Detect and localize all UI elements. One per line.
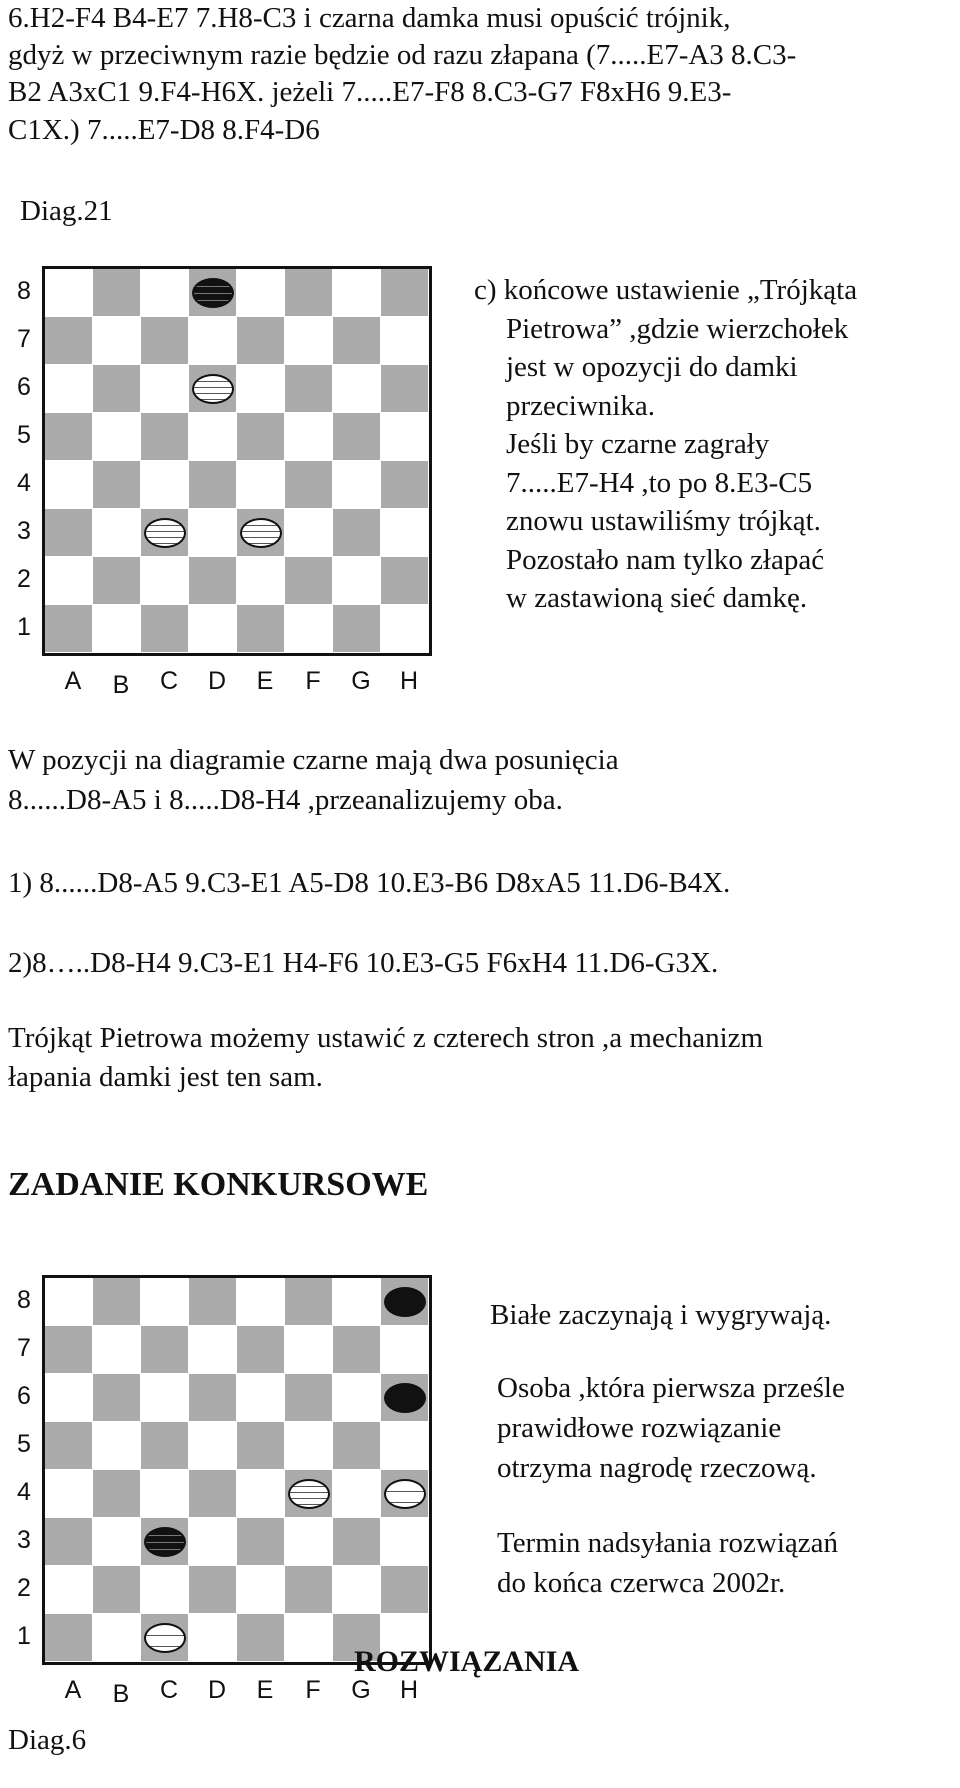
white-king-piece-e3 xyxy=(240,518,282,548)
white-man-piece-h4 xyxy=(384,1479,426,1509)
rank-label: 2 xyxy=(17,565,31,593)
board-square xyxy=(45,461,92,508)
board-square xyxy=(45,1422,92,1469)
file-label: C xyxy=(159,1676,179,1704)
rank-label: 2 xyxy=(17,1574,31,1602)
board-square xyxy=(333,461,380,508)
note-line: c) końcowe ustawienie „Trójkąta xyxy=(474,274,858,306)
board-square xyxy=(333,269,380,316)
board-square xyxy=(93,365,140,412)
board-square xyxy=(189,1470,236,1517)
board-square xyxy=(237,461,284,508)
solutions-heading: ROZWIĄZANIA xyxy=(354,1645,580,1678)
rank-label: 4 xyxy=(17,469,31,497)
board-square xyxy=(285,365,332,412)
board-square xyxy=(333,1374,380,1421)
analysis-line-1: W pozycji na diagramie czarne mają dwa posunięcia xyxy=(8,744,619,776)
intro-line-2: gdyż w przeciwnym razie będzie od razu złapana (7.....E7-A3 8.C3- xyxy=(8,39,797,71)
contest-heading: ZADANIE KONKURSOWE xyxy=(8,1166,429,1203)
board-square xyxy=(93,1278,140,1325)
board-square xyxy=(93,557,140,604)
board-square xyxy=(93,1374,140,1421)
board-square xyxy=(285,461,332,508)
board-square xyxy=(93,1518,140,1565)
board-square xyxy=(141,413,188,460)
rank-label: 5 xyxy=(17,421,31,449)
white-man-piece-c1 xyxy=(144,1623,186,1653)
board-square xyxy=(189,461,236,508)
board-square xyxy=(285,1278,332,1325)
board-square xyxy=(333,1278,380,1325)
board-square xyxy=(189,509,236,556)
file-label: B xyxy=(112,1680,130,1708)
file-label: B xyxy=(112,671,130,699)
board-square xyxy=(93,1470,140,1517)
board-square xyxy=(93,317,140,364)
board-square xyxy=(45,557,92,604)
board-square xyxy=(381,413,428,460)
board-square xyxy=(381,1566,428,1613)
rank-label: 6 xyxy=(17,373,31,401)
board-square xyxy=(141,269,188,316)
file-label: H xyxy=(399,1676,419,1704)
board-square xyxy=(141,1374,188,1421)
black-king-piece-c3 xyxy=(144,1527,186,1557)
board-square xyxy=(237,269,284,316)
board-square xyxy=(45,1374,92,1421)
rank-label: 7 xyxy=(17,1334,31,1362)
board-square xyxy=(141,1470,188,1517)
note-line: 7.....E7-H4 ,to po 8.E3-C5 xyxy=(506,466,813,499)
rank-label: 3 xyxy=(17,1526,31,1554)
board-square xyxy=(237,1278,284,1325)
rank-label: 8 xyxy=(17,277,31,305)
board-square xyxy=(285,1518,332,1565)
board-square xyxy=(381,1422,428,1469)
board-square xyxy=(285,269,332,316)
board-square xyxy=(285,557,332,604)
board-square xyxy=(45,1518,92,1565)
white-king-piece-c3 xyxy=(144,518,186,548)
black-man-piece-h6 xyxy=(384,1383,426,1413)
board-square xyxy=(237,1326,284,1373)
board-square xyxy=(381,1518,428,1565)
board-square xyxy=(333,1566,380,1613)
board-square xyxy=(285,509,332,556)
intro-line-3: B2 A3xC1 9.F4-H6X. jeżeli 7.....E7-F8 8.C3-G7 F8xH6 9.E3- xyxy=(8,76,732,108)
note-line: jest w opozycji do damki xyxy=(506,351,798,383)
board-square xyxy=(93,1614,140,1661)
note-line: znowu ustawiliśmy trójkąt. xyxy=(506,505,821,537)
board-square xyxy=(237,605,284,652)
board-square xyxy=(93,269,140,316)
board-square xyxy=(93,1566,140,1613)
board-square xyxy=(237,1422,284,1469)
diagram-6-caption: Diag.6 xyxy=(8,1724,87,1756)
board-square xyxy=(141,605,188,652)
white-king-piece-f4 xyxy=(288,1479,330,1509)
board-square xyxy=(285,1374,332,1421)
board-square xyxy=(141,461,188,508)
file-label: E xyxy=(256,667,274,695)
file-label: D xyxy=(207,667,227,695)
board-square xyxy=(189,1278,236,1325)
board-square xyxy=(237,1470,284,1517)
board-square xyxy=(45,413,92,460)
variant-1: 1) 8......D8-A5 9.C3-E1 A5-D8 10.E3-B6 D8xA5 11.D6-B4X. xyxy=(8,867,731,899)
intro-line-4: C1X.) 7.....E7-D8 8.F4-D6 xyxy=(8,114,320,146)
board-square xyxy=(189,1566,236,1613)
board-square xyxy=(93,1422,140,1469)
board-square xyxy=(333,413,380,460)
board-square xyxy=(141,1566,188,1613)
rank-label: 5 xyxy=(17,1430,31,1458)
note-line: przeciwnika. xyxy=(506,389,655,422)
board-square xyxy=(45,1326,92,1373)
rank-label: 3 xyxy=(17,517,31,545)
black-man-piece-h8 xyxy=(384,1287,426,1317)
board-square xyxy=(93,413,140,460)
board-square xyxy=(45,509,92,556)
checkers-board-diagram-6 xyxy=(42,1275,432,1665)
board-square xyxy=(333,1470,380,1517)
file-label: G xyxy=(351,1676,371,1704)
board-square xyxy=(189,413,236,460)
file-label: D xyxy=(207,1676,227,1704)
checkers-board-diagram-21 xyxy=(42,266,432,656)
board-square xyxy=(285,1326,332,1373)
file-label: F xyxy=(305,1676,321,1704)
board-square xyxy=(141,1326,188,1373)
contest-task: Białe zaczynają i wygrywają. xyxy=(490,1299,832,1331)
board-square xyxy=(333,605,380,652)
file-label: E xyxy=(256,1676,274,1704)
board-square xyxy=(93,509,140,556)
rank-label: 8 xyxy=(17,1286,31,1314)
board-square xyxy=(237,1614,284,1661)
board-square xyxy=(285,605,332,652)
board-square xyxy=(381,317,428,364)
board-square xyxy=(381,605,428,652)
note-line: Pietrowa” ,gdzie wierzchołek xyxy=(506,312,849,345)
board-square xyxy=(45,317,92,364)
board-square xyxy=(381,365,428,412)
board-square xyxy=(189,605,236,652)
board-square xyxy=(333,557,380,604)
board-square xyxy=(45,1614,92,1661)
board-square xyxy=(237,1518,284,1565)
board-square xyxy=(237,365,284,412)
board-square xyxy=(381,269,428,316)
file-label: H xyxy=(399,667,419,695)
deadline-line-2: do końca czerwca 2002r. xyxy=(497,1567,786,1599)
analysis-line-2: 8......D8-A5 i 8.....D8-H4 ,przeanalizujemy oba. xyxy=(8,784,563,816)
board-square xyxy=(93,1326,140,1373)
board-square xyxy=(189,1422,236,1469)
board-square xyxy=(93,605,140,652)
board-square xyxy=(189,317,236,364)
board-square xyxy=(189,1326,236,1373)
summary-line-2: łapania damki jest ten sam. xyxy=(8,1061,323,1093)
board-square xyxy=(381,461,428,508)
rank-label: 1 xyxy=(17,613,31,641)
board-square xyxy=(189,1374,236,1421)
board-square xyxy=(45,365,92,412)
board-square xyxy=(237,1374,284,1421)
file-label: A xyxy=(64,1676,82,1704)
board-square xyxy=(141,365,188,412)
board-square xyxy=(237,1566,284,1613)
board-square xyxy=(333,1422,380,1469)
board-square xyxy=(141,317,188,364)
board-square xyxy=(189,1614,236,1661)
board-square xyxy=(381,509,428,556)
board-square xyxy=(285,413,332,460)
board-square xyxy=(237,317,284,364)
board-square xyxy=(189,557,236,604)
board-square xyxy=(333,1518,380,1565)
file-label: G xyxy=(351,667,371,695)
prize-line-2: prawidłowe rozwiązanie xyxy=(497,1412,782,1444)
board-square xyxy=(285,1614,332,1661)
board-square xyxy=(141,557,188,604)
white-king-piece-d6 xyxy=(192,374,234,404)
note-line: w zastawioną sieć damkę. xyxy=(506,582,808,614)
board-square xyxy=(93,461,140,508)
rank-label: 1 xyxy=(17,1622,31,1650)
diagram-21-caption: Diag.21 xyxy=(20,195,113,227)
board-square xyxy=(237,413,284,460)
board-square xyxy=(237,557,284,604)
board-square xyxy=(381,557,428,604)
board-square xyxy=(45,1566,92,1613)
variant-2: 2)8…..D8-H4 9.C3-E1 H4-F6 10.E3-G5 F6xH4 11.D6-G3X. xyxy=(8,947,719,979)
file-label: A xyxy=(64,667,82,695)
board-square xyxy=(141,1422,188,1469)
board-square xyxy=(285,1422,332,1469)
rank-label: 7 xyxy=(17,325,31,353)
board-square xyxy=(285,317,332,364)
file-label: C xyxy=(159,667,179,695)
board-square xyxy=(189,1518,236,1565)
deadline-line-1: Termin nadsyłania rozwiązań xyxy=(497,1527,838,1559)
board-square xyxy=(333,1326,380,1373)
board-square xyxy=(141,1278,188,1325)
board-square xyxy=(381,1326,428,1373)
file-label: F xyxy=(305,667,321,695)
black-king-piece-d8 xyxy=(192,278,234,308)
board-square xyxy=(333,365,380,412)
summary-line-1: Trójkąt Pietrowa możemy ustawić z czterech stron ,a mechanizm xyxy=(8,1022,764,1054)
prize-line-1: Osoba ,która pierwsza prześle xyxy=(497,1372,845,1404)
note-line: Jeśli by czarne zagrały xyxy=(506,428,770,460)
board-square xyxy=(333,509,380,556)
board-square xyxy=(333,317,380,364)
intro-line-1: 6.H2-F4 B4-E7 7.H8-C3 i czarna damka musi opuścić trójnik, xyxy=(8,2,731,34)
prize-line-3: otrzyma nagrodę rzeczową. xyxy=(497,1452,817,1484)
note-line: Pozostało nam tylko złapać xyxy=(506,543,825,576)
board-square xyxy=(45,269,92,316)
board-square xyxy=(45,1470,92,1517)
board-square xyxy=(45,605,92,652)
board-square xyxy=(285,1566,332,1613)
board-square xyxy=(45,1278,92,1325)
rank-label: 6 xyxy=(17,1382,31,1410)
rank-label: 4 xyxy=(17,1478,31,1506)
